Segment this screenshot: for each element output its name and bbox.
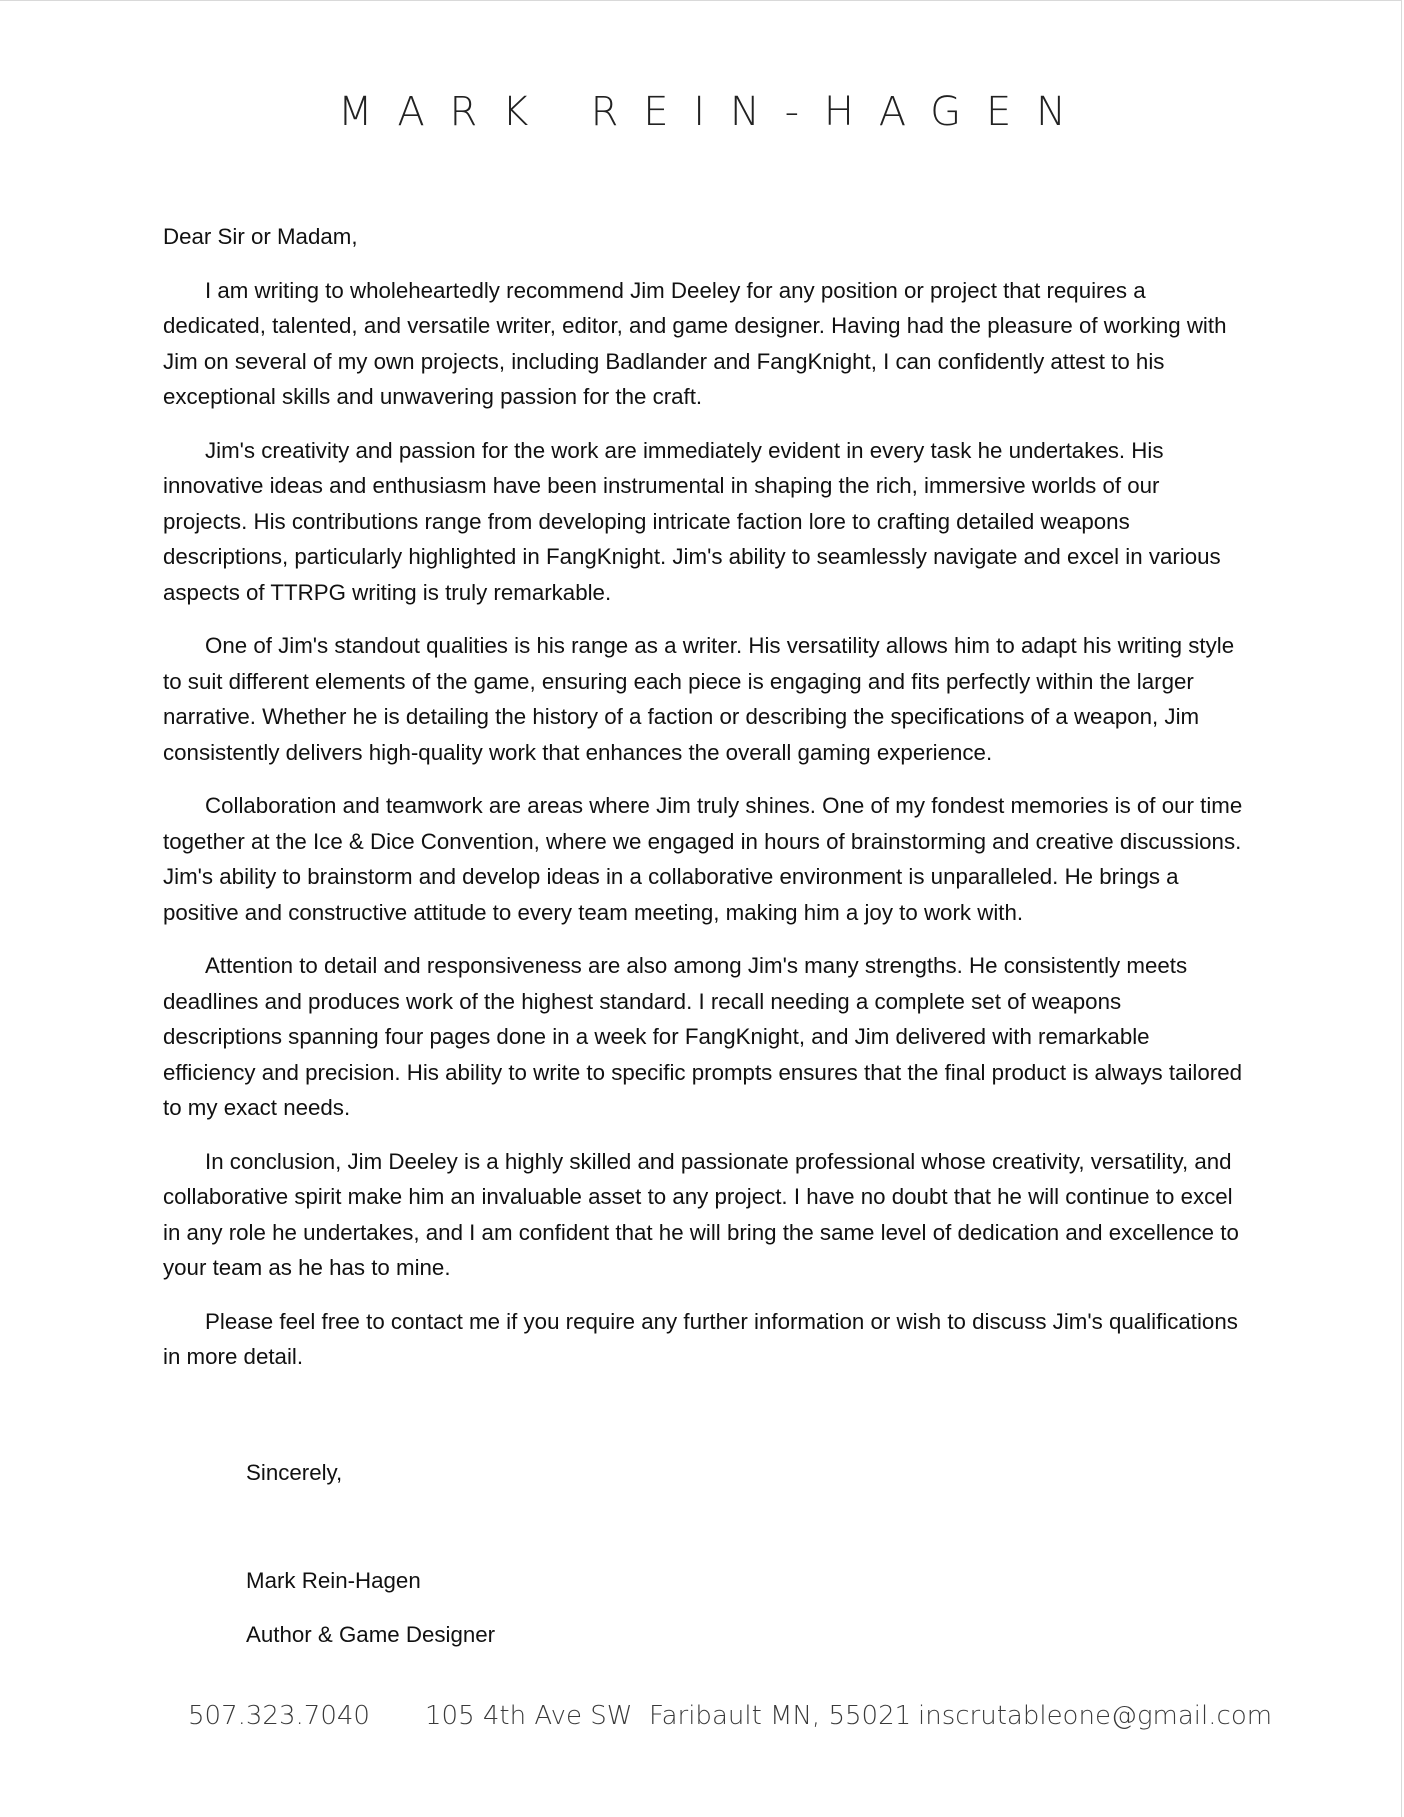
paragraph-5: Attention to detail and responsiveness are also among Jim's many strengths. He consistently meets deadlines and produces work of the highest standard. I recall needing a complete set of weapons descriptions spanning four pages done in a week for FangKnight, and Jim delivered with remarkable efficiency and precision. His ability to write to specific prompts ensures that the final product is always tailored to my exact needs. [163,953,1243,1120]
paragraph-1: I am writing to wholeheartedly recommend Jim Deeley for any position or project that requires a dedicated, talented, and versatile writer, editor, and game designer. Having had the pleasure of working with Jim on several of my own projects, including Badlander and FangKnight, I can confidently attest to his exceptional skills and unwavering passion for the craft. [163,277,1227,409]
signature-title: Author & Game Designer [246,1622,496,1647]
paragraph-3: One of Jim's standout qualities is his range as a writer. His versatility allows him to adapt his writing style to suit different elements of the game, ensuring each piece is engaging and fits perfectly within the larger narrative. Whether he is detailing the history of a faction or describing the specifications of a weapon, Jim consistently delivers high-quality work that enhances the overall gaming experience. [163,633,1235,765]
letterhead-name: MARK REIN-HAGEN [338,89,1091,135]
footer-phone: 507.323.7040 [188,1701,370,1731]
paragraph-7: Please feel free to contact me if you require any further information or wish to discuss Jim's qualifications in more detail. [163,1308,1238,1369]
closing: Sincerely, [246,1460,343,1485]
footer-address: 105 4th Ave SW Faribault MN, 55021 [425,1701,912,1731]
signature-name: Mark Rein-Hagen [246,1568,421,1593]
letter-body [163,219,1243,1393]
footer-email: inscrutableone@gmail.com [918,1701,1273,1731]
paragraph-4: Collaboration and teamwork are areas where Jim truly shines. One of my fondest memories is of our time together at the Ice & Dice Convention, where we engaged in hours of brainstorming and creative discussions. Jim's ability to brainstorm and develop ideas in a collaborative environment is unparalleled. He brings a positive and constructive attitude to every team meeting, making him a joy to work with. [163,793,1243,925]
salutation: Dear Sir or Madam, [163,224,358,249]
paragraph-6: In conclusion, Jim Deeley is a highly skilled and passionate professional whose creativity, versatility, and collaborative spirit make him an invaluable asset to any project. I have no doubt that he will continue to excel in any role he undertakes, and I am confident that he will bring the same level of dedication and excellence to your team as he has to mine. [163,1148,1239,1280]
paragraph-2: Jim's creativity and passion for the work are immediately evident in every task he undertakes. His innovative ideas and enthusiasm have been instrumental in shaping the rich, immersive worlds of our projects. His contributions range from developing intricate faction lore to crafting detailed weapons descriptions, particularly highlighted in FangKnight. Jim's ability to seamlessly navigate and excel in various aspects of TTRPG writing is truly remarkable. [163,437,1221,605]
